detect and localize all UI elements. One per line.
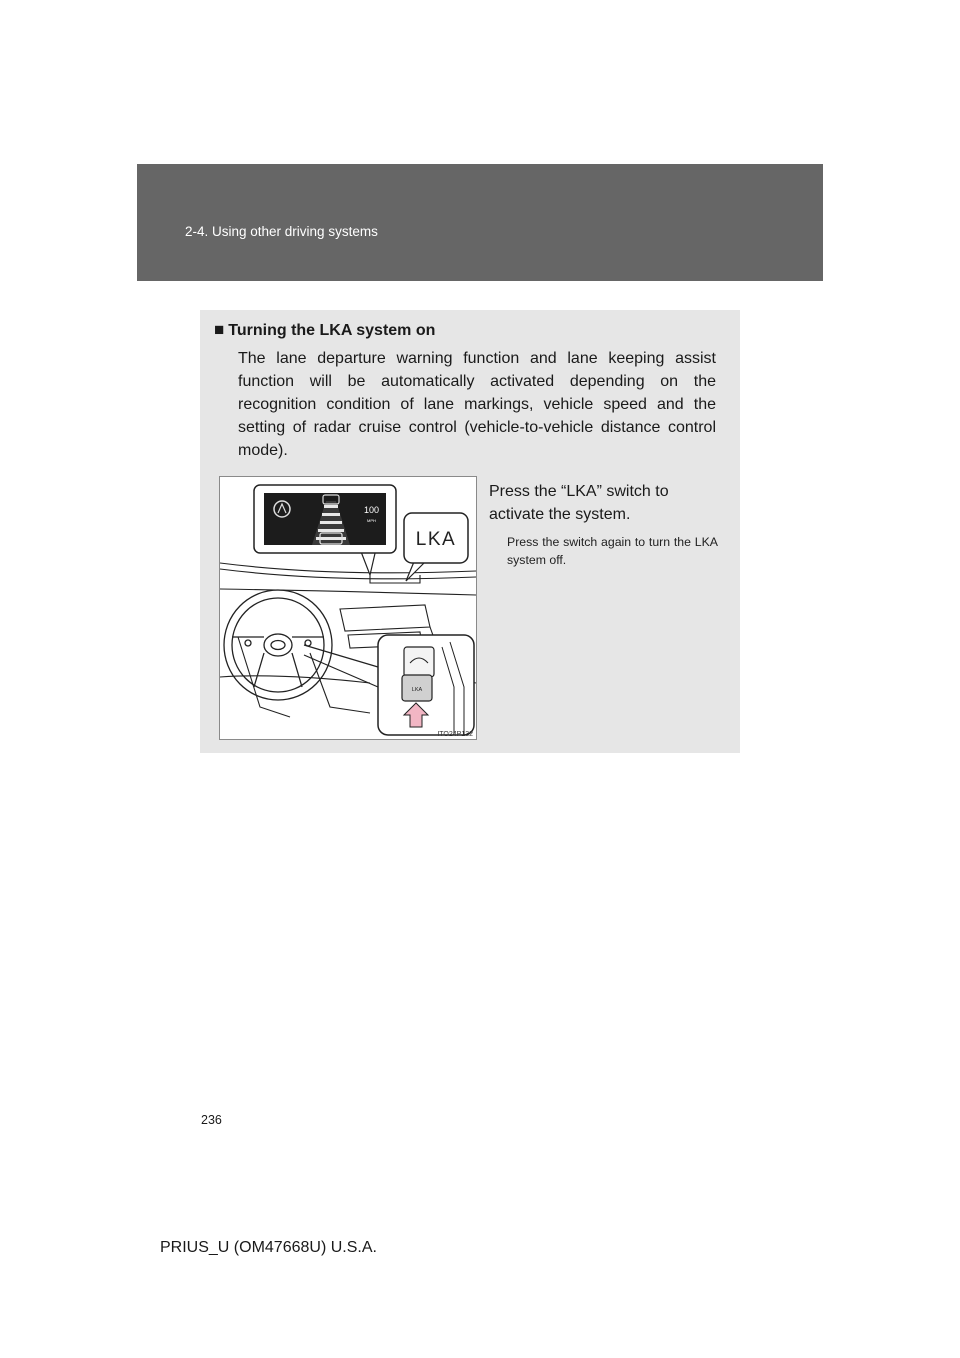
lka-illustration [219,476,477,740]
step-instruction: Press the “LKA” switch to activate the system. [489,483,669,523]
section-header-bar [137,164,823,281]
description-paragraph: The lane departure warning function and lane keeping assist function will be automatically activated depending on the recognition condition of lane markings, vehicle speed and the setting of radar cruise control (vehicle-to-vehicle distance control mode). [238,350,716,459]
svg-text:100: 100 [364,505,380,515]
footer-text: PRIUS_U (OM47668U) U.S.A. [160,1239,377,1256]
panel-heading [214,320,435,340]
panel-heading-text: Turning the LKA system on [228,322,436,339]
note-text: Press the switch again to turn the LKA system off. [507,535,718,567]
svg-text:MPH: MPH [367,518,376,523]
page-number: 236 [201,1113,222,1127]
info-panel [200,310,740,753]
lka-switch-label: LKA [411,687,423,693]
square-bullet-icon: ■ [214,320,225,339]
section-title: 2-4. Using other driving systems [185,224,378,239]
lka-callout-label: LKA [415,529,457,550]
figure-code: ITO24P132 [437,731,473,738]
